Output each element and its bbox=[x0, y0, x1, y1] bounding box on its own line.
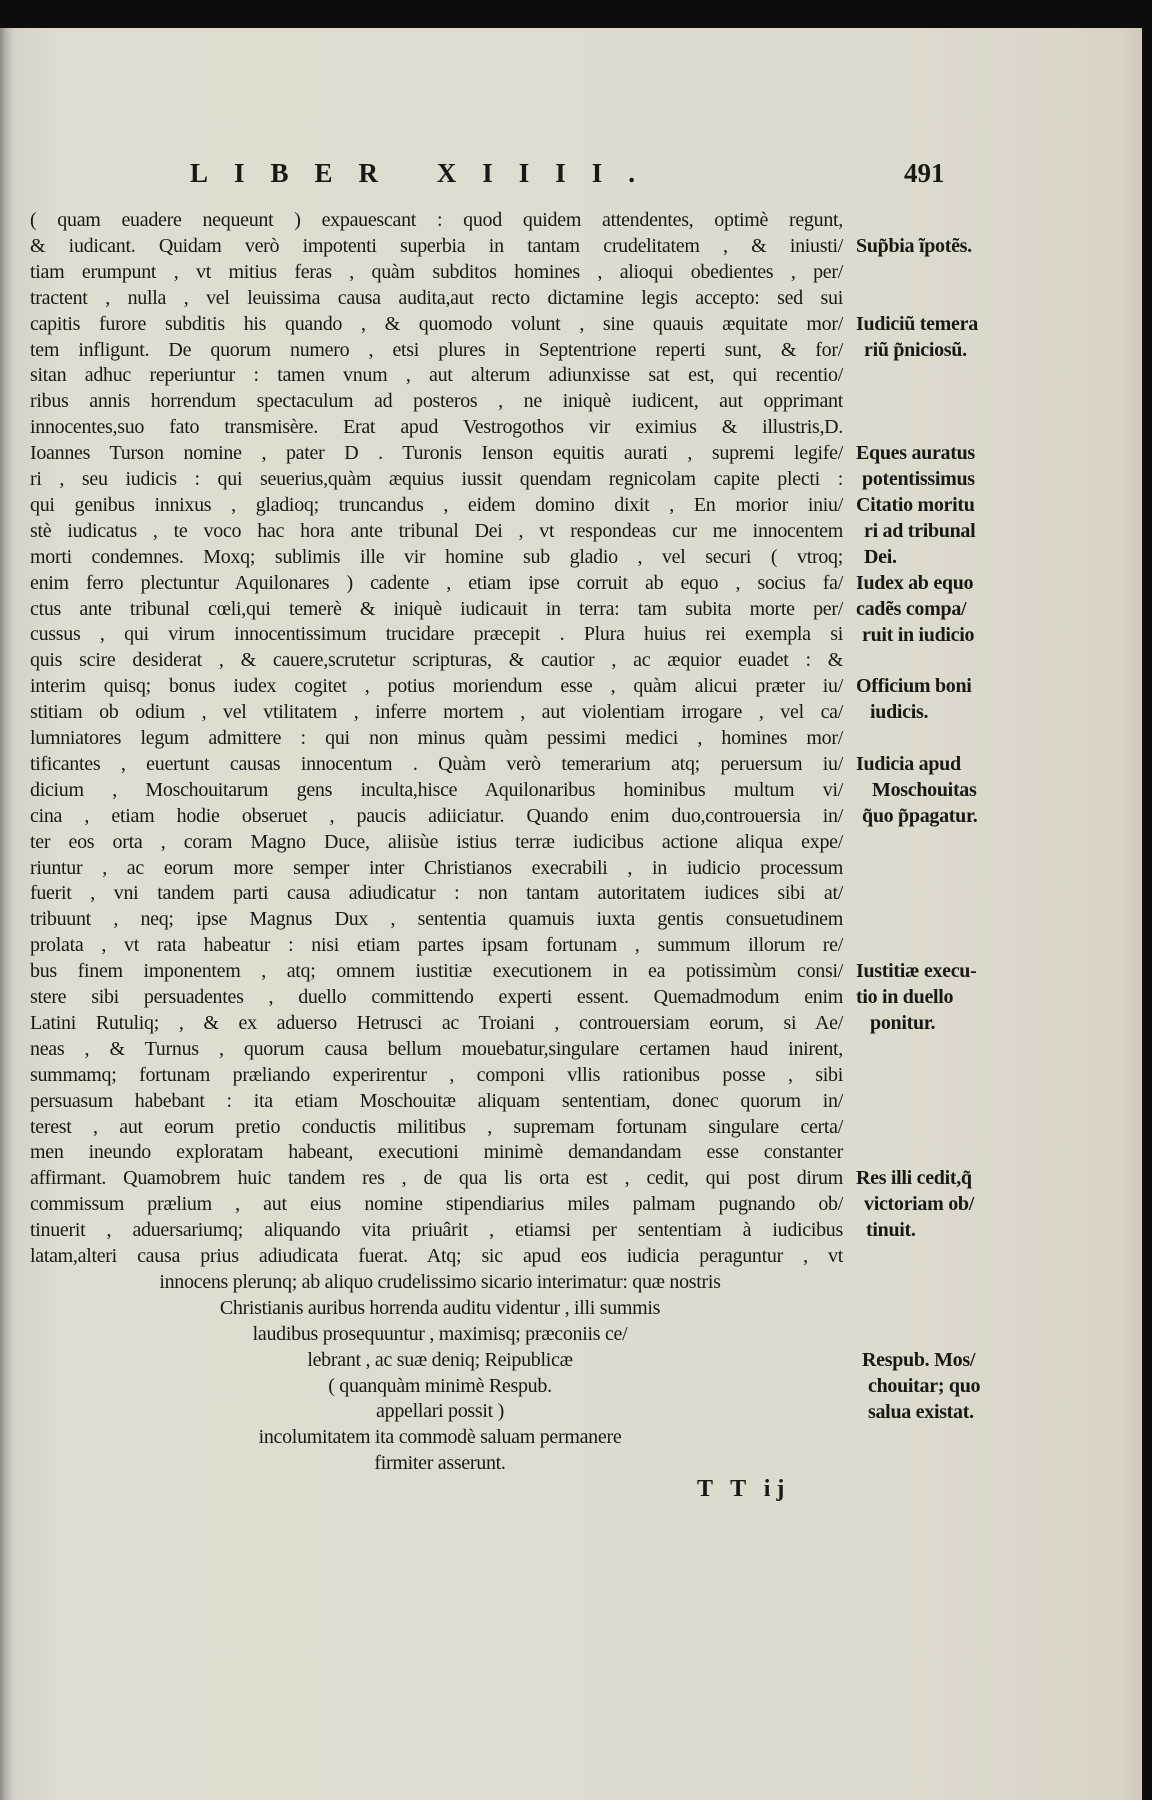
marginal-note-line: cadẽs compa/ bbox=[856, 597, 967, 620]
text-line: qui genibus innixus , gladioq; truncandus , eidem domino dixit , En morior iniu/ bbox=[30, 493, 843, 516]
marginal-note-line: Iustitiæ execu- bbox=[856, 960, 977, 983]
text-line: commissum prælium , aut eius nomine stipendiarius miles palmam pugnando ob/ bbox=[30, 1193, 843, 1216]
marginal-note-line: q̃uo p̃pagatur. bbox=[862, 804, 978, 827]
marginal-note-line: Iudiciũ temera bbox=[856, 312, 978, 335]
text-line: morti condemnes. Moxq; sublimis ille vir homine sub gladio , vel securi ( vtroq; bbox=[30, 545, 843, 568]
text-line: & iudicant. Quidam verò impotenti superbia in tantam crudelitatem , & iniusti/ bbox=[30, 234, 843, 257]
marginal-note-line: ruit in iudicio bbox=[862, 623, 975, 646]
marginal-note-line: Iudicia apud bbox=[856, 752, 961, 775]
text-line: riuntur , ac eorum more semper inter Christianos execrabili , in iudicio processum bbox=[30, 856, 843, 879]
text-line: summamq; fortunam præliando experirentur , componi vllis rationibus posse , sibi bbox=[30, 1063, 843, 1086]
text-line: dicium , Moschouitarum gens inculta,hisce Aquilonaribus hominibus multum vi/ bbox=[30, 778, 843, 801]
marginal-note bbox=[856, 440, 1006, 492]
marginal-note bbox=[856, 311, 1006, 363]
text-line: tinuerit , aduersariumq; aliquando vita priuârit , etiamsi per sententiam à iudicibus bbox=[30, 1219, 843, 1242]
marginal-note bbox=[856, 570, 1006, 648]
scan-border-top bbox=[0, 0, 1152, 28]
marginal-note-line: ri ad tribunal bbox=[864, 519, 976, 542]
marginal-note-line: victoriam ob/ bbox=[864, 1193, 974, 1216]
marginal-note bbox=[856, 958, 1006, 1036]
closing-text-line: appellari possit ) bbox=[376, 1400, 504, 1423]
marginal-note-line: riũ p̃niciosũ. bbox=[864, 338, 967, 361]
text-line: cina , etiam hodie obseruet , paucis adiiciatur. Quando enim duo,controuersia in/ bbox=[30, 804, 843, 827]
closing-text-line: Christianis auribus horrenda auditu videntur , illi summis bbox=[219, 1296, 661, 1319]
text-line: cussus , qui virum innocentissimum trucidare præcepit . Plura huius rei exempla si bbox=[30, 623, 843, 646]
marginal-note-line: Respub. Mos/ bbox=[862, 1348, 976, 1371]
marginal-note-line: Iudex ab equo bbox=[856, 571, 974, 594]
text-line: fuerit , vni tandem parti causa adiudicatur : non tantam autoritatem iudices sibi at/ bbox=[30, 882, 843, 905]
text-line: latam,alteri causa prius adiudicata fuerat. Atq; sic apud eos iudicia peraguntur , vt bbox=[30, 1245, 843, 1267]
marginal-note-line: potentissimus bbox=[862, 468, 975, 491]
running-title: LIBER XIIII. bbox=[190, 158, 662, 188]
marginal-note-line: tio in duello bbox=[856, 986, 954, 1009]
closing-text-line: laudibus prosequuntur , maximisq; præconiis ce/ bbox=[252, 1322, 628, 1345]
marginal-note bbox=[856, 1347, 1006, 1425]
text-line: interim quisq; bonus iudex cogitet , potius moriendum esse , quàm alicui præter iu/ bbox=[30, 675, 843, 698]
text-line: ( quam euadere nequeunt ) expauescant : quod quidem attendentes, optimè regunt, bbox=[30, 209, 843, 231]
page-number: 491 bbox=[904, 158, 945, 188]
marginal-note-line: salua existat. bbox=[868, 1400, 974, 1423]
text-line: Ioannes Turson nomine , pater D . Turonis Ienson equitis aurati , supremi legife/ bbox=[30, 442, 843, 465]
marginal-note-line: ponitur. bbox=[870, 1012, 936, 1035]
text-line: affirmant. Quamobrem huic tandem res , de qua lis orta est , cedit, qui post dirum bbox=[30, 1167, 843, 1190]
text-line: ctus ante tribunal cœli,qui temerè & iniquè iudicauit in terra: tam subita morte per/ bbox=[30, 597, 843, 620]
scan-border-right bbox=[1142, 0, 1152, 1800]
marginal-note-line: iudicis. bbox=[870, 701, 929, 724]
text-line: tem infligunt. De quorum numero , etsi plures in Septentrione reperti sunt, & for/ bbox=[30, 338, 843, 361]
text-line: tribuunt , neq; ipse Magnus Dux , sententia quamuis iuxta gentis consuetudinem bbox=[30, 908, 843, 931]
marginal-note-line: Dei. bbox=[864, 545, 897, 568]
marginal-note bbox=[856, 673, 1006, 725]
marginal-note bbox=[856, 1165, 1006, 1243]
text-line: stè iudicatus , te voco hac hora ante tribunal Dei , vt respondeas cur me innocentem bbox=[30, 519, 843, 542]
text-line: tractent , nulla , vel leuissima causa audita,aut recto dictamine legis accepto: sed sui bbox=[30, 286, 843, 309]
text-line: bus finem imponentem , atq; omnem iustitiæ executionem in ea potissimùm consi/ bbox=[30, 960, 843, 983]
marginal-note-line: tinuit. bbox=[866, 1219, 916, 1242]
text-line: terest , aut eorum pretio conductis militibus , supremam fortunam singulare certa/ bbox=[30, 1115, 843, 1138]
text-line: ri , seu iudicis : qui seuerius,quàm æquius iussit quendam regnicolam capite plecti : bbox=[30, 468, 843, 490]
marginal-note-line: Res illi cedit,q̃ bbox=[856, 1167, 972, 1190]
text-line: innocentes,suo fato transmisère. Erat apud Vestrogothos vir eximius & illustris,D. bbox=[30, 416, 843, 439]
text-line: tificantes , euertunt causas innocentum . Quàm verò temerarium atq; peruersum iu/ bbox=[30, 752, 843, 775]
text-line: men ineundo exploratam habeant, executioni minimè demandandam esse constanter bbox=[30, 1141, 843, 1164]
text-line: capitis furore subditis his quando , & quomodo volunt , sine quauis æquitate mor/ bbox=[30, 312, 843, 335]
closing-text-line: ( quanquàm minimè Respub. bbox=[328, 1374, 552, 1397]
marginal-note bbox=[856, 751, 1006, 829]
marginal-note-line: chouitar; quo bbox=[868, 1374, 981, 1397]
marginal-note-line: Sup̃bia ĩpotẽs. bbox=[856, 234, 972, 257]
text-line: stere sibi persuadentes , duello committendo experti essent. Quemadmodum enim bbox=[30, 986, 843, 1008]
closing-text-line: incolumitatem ita commodè saluam permanere bbox=[258, 1426, 622, 1449]
marginal-note-line: Moschouitas bbox=[872, 778, 977, 801]
text-line: stitiam ob odium , vel vtilitatem , inferre mortem , aut violentiam irrogare , vel ca/ bbox=[30, 701, 843, 724]
closing-text-line: lebrant , ac suæ deniq; Reipublicæ bbox=[307, 1348, 573, 1371]
marginal-note bbox=[856, 233, 1006, 259]
marginal-note-line: Citatio moritu bbox=[856, 493, 975, 516]
closing-text-line: firmiter asserunt. bbox=[374, 1452, 506, 1475]
signature-mark: T T ij bbox=[697, 1476, 791, 1502]
text-line: ter eos orta , coram Magno Duce, aliisùe istius terræ iudicibus actione aliqua expe/ bbox=[30, 830, 843, 853]
marginal-note-line: Eques auratus bbox=[856, 442, 975, 465]
text-line: sitan adhuc reperiuntur : tamen vnum , aut alterum adiunxisse sat est, qui recentio/ bbox=[30, 364, 843, 387]
text-line: enim ferro plectuntur Aquilonares ) cadente , etiam ipse corruit ab equo , socius fa/ bbox=[30, 571, 843, 594]
text-line: quis scire desiderat , & cauere,scrutetur scripturas, & cautior , ac æquior euadet : & bbox=[30, 649, 843, 672]
text-line: neas , & Turnus , quorum causa bellum mouebatur,singulare certamen haud inirent, bbox=[30, 1037, 843, 1060]
text-line: prolata , vt rata habeatur : nisi etiam partes ipsam fortunam , summum illorum re/ bbox=[30, 934, 843, 957]
text-line: Latini Rutuliq; , & ex aduerso Hetrusci ac Troiani , controuersiam eorum, si Ae/ bbox=[30, 1011, 843, 1034]
closing-text-line: innocens plerunq; ab aliquo crudelissimo sicario interimatur: quæ nostris bbox=[159, 1270, 721, 1293]
text-line: ribus annis horrendum spectaculum ad posteros , ne iniquè iudicent, aut opprimant bbox=[30, 390, 843, 413]
text-line: lumniatores legum admittere : qui non minus quàm pessimi medici , homines mor/ bbox=[30, 727, 843, 749]
text-line: persuasum habebant : ita etiam Moschouitæ aliquam sententiam, donec quorum in/ bbox=[30, 1089, 843, 1112]
text-line: tiam erumpunt , vt mitius feras , quàm subditos homines , alioqui obedientes , per/ bbox=[30, 260, 843, 283]
marginal-note-line: Officium boni bbox=[856, 675, 972, 698]
marginal-note bbox=[856, 492, 1006, 570]
